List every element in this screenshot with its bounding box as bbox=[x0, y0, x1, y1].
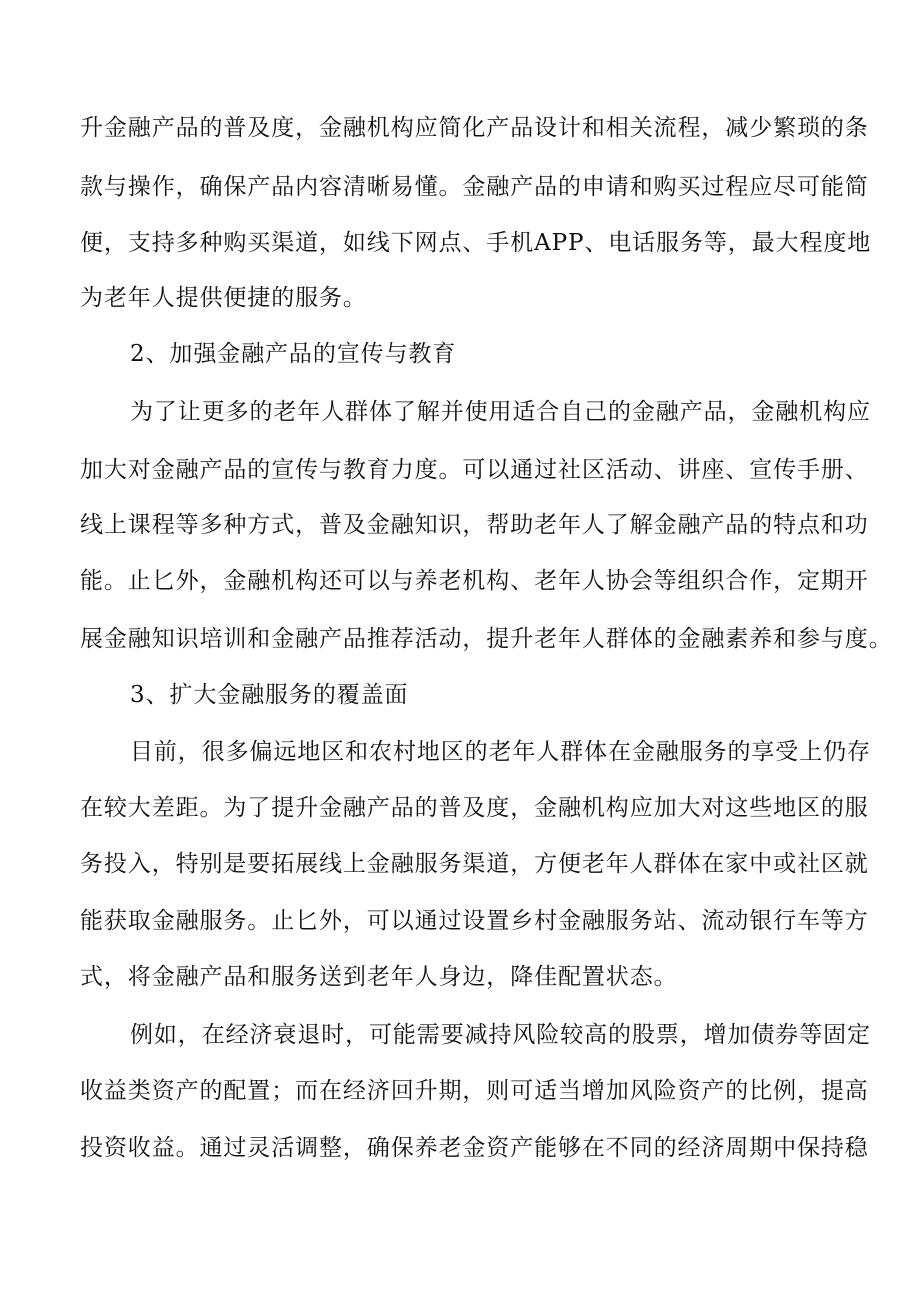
paragraph-line: 线上课程等多种方式，普及金融知识，帮助老年人了解金融产品的特点和功 bbox=[80, 512, 869, 538]
paragraph-line: 能。止匕外，金融机构还可以与养老机构、老年人协会等组织合作，定期开 bbox=[80, 568, 869, 594]
paragraph-line: 加大对金融产品的宣传与教育力度。可以通过社区活动、讲座、宣传手册、 bbox=[80, 457, 869, 483]
paragraph-line: 目前，很多偏远地区和农村地区的老年人群体在金融服务的享受上仍存 bbox=[130, 739, 871, 765]
paragraph-line: 为老年人提供便捷的服务。 bbox=[80, 285, 367, 311]
paragraph-line: 收益类资产的配置；而在经济回升期，则可适当增加风险资产的比例，提高 bbox=[80, 1078, 869, 1104]
paragraph-line: 投资收益。通过灵活调整，确保养老金资产能够在不同的经济周期中保持稳 bbox=[80, 1135, 869, 1161]
paragraph-line: 在较大差距。为了提升金融产品的普及度，金融机构应加大对这些地区的服 bbox=[80, 795, 869, 821]
paragraph-line: 展金融知识培训和金融产品推荐活动，提升老年人群体的金融素养和参与度。 bbox=[80, 626, 893, 652]
paragraph-line: 为了让更多的老年人群体了解并使用适合自己的金融产品，金融机构应 bbox=[130, 399, 871, 425]
paragraph-line: 能获取金融服务。止匕外，可以通过设置乡村金融服务站、流动银行车等方 bbox=[80, 908, 869, 934]
paragraph-line: 便，支持多种购买渠道，如线下网点、手机APP、电话服务等，最大程度地 bbox=[80, 230, 872, 256]
paragraph-line: 式，将金融产品和服务送到老年人身边，降佳配置状态。 bbox=[80, 964, 678, 990]
section-heading: 3、扩大金融服务的覆盖面 bbox=[130, 682, 409, 708]
paragraph-line: 例如，在经济衰退时，可能需要减持风险较高的股票，增加债券等固定 bbox=[130, 1022, 871, 1048]
section-heading: 2、加强金融产品的宣传与教育 bbox=[130, 341, 457, 367]
paragraph-line: 升金融产品的普及度，金融机构应简化产品设计和相关流程，减少繁琐的条 bbox=[80, 115, 869, 141]
paragraph-line: 款与操作，确保产品内容清晰易懂。金融产品的申请和购买过程应尽可能简 bbox=[80, 174, 869, 200]
paragraph-line: 务投入，特别是要拓展线上金融服务渠道，方便老年人群体在家中或社区就 bbox=[80, 851, 869, 877]
